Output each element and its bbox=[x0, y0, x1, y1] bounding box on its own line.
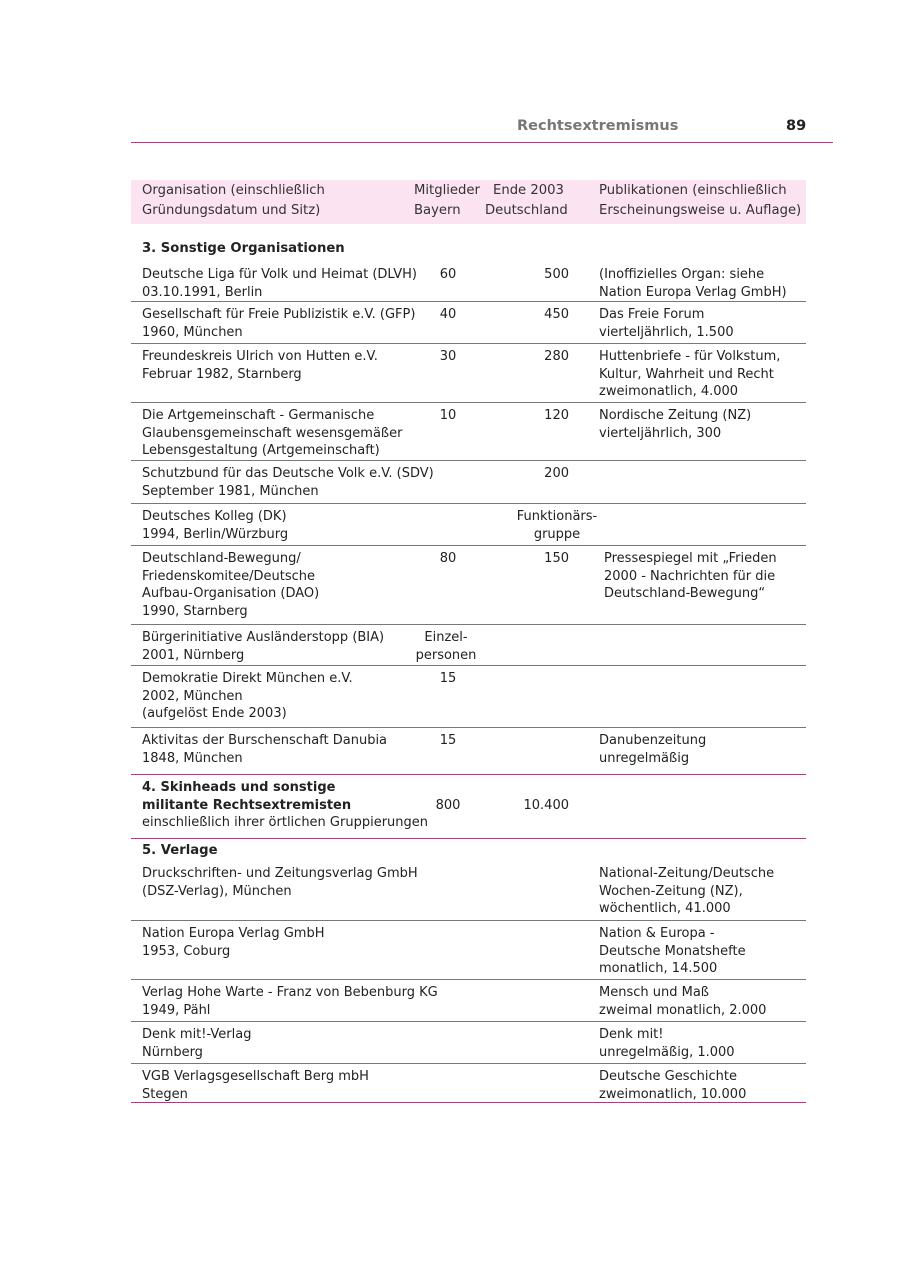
table-row bbox=[131, 666, 806, 728]
table-row bbox=[131, 1064, 806, 1103]
org-cell: Druckschriften- und Zeitungsverlag GmbH (DSZ-Verlag), München bbox=[142, 866, 418, 899]
members-bayern-cell: 30 bbox=[439, 349, 457, 364]
section-subtitle: einschließlich ihrer örtlichen Gruppierungen bbox=[142, 815, 429, 830]
table-row bbox=[131, 504, 806, 546]
org-cell: Gesellschaft für Freie Publizistik e.V. (GFP) 1960, München bbox=[142, 307, 416, 340]
org-cell: Freundeskreis Ulrich von Hutten e.V. Februar 1982, Starnberg bbox=[142, 349, 378, 382]
table-row bbox=[131, 625, 806, 666]
column-org-line2: Gründungsdatum und Sitz) bbox=[142, 203, 321, 218]
column-end-line2: Deutschland bbox=[485, 203, 568, 218]
table-row bbox=[131, 861, 806, 921]
publication-cell: (Inoffizielles Organ: siehe Nation Europa Verlag GmbH) bbox=[599, 267, 787, 300]
table-row bbox=[131, 403, 806, 461]
column-members-line2: Bayern bbox=[414, 203, 461, 218]
section-title: 3. Sonstige Organisationen bbox=[142, 241, 345, 256]
org-cell: Die Artgemeinschaft - Germanische Glaubensgemeinschaft wesensgemäßer Lebensgestaltung (Artgemeinschaft) bbox=[142, 408, 403, 458]
table-row bbox=[131, 546, 806, 625]
members-deutschland-cell: 280 bbox=[544, 349, 569, 364]
members-bayern-cell: Einzel- personen bbox=[415, 630, 477, 663]
members-deutschland-cell: 10.400 bbox=[523, 798, 569, 813]
members-deutschland-cell: 120 bbox=[544, 408, 569, 423]
publication-cell: Danubenzeitung unregelmäßig bbox=[599, 733, 707, 766]
section-title-line2: militante Rechtsextremisten bbox=[142, 797, 352, 813]
org-cell: Deutsches Kolleg (DK) 1994, Berlin/Würzburg bbox=[142, 509, 289, 542]
table-row bbox=[131, 262, 806, 302]
members-deutschland-cell: 450 bbox=[544, 307, 569, 322]
table-row bbox=[131, 980, 806, 1022]
column-members-line1: Mitglieder bbox=[414, 183, 480, 198]
column-org-line1: Organisation (einschließlich bbox=[142, 183, 325, 198]
publication-cell: Pressespiegel mit „Frieden 2000 - Nachrichten für die Deutschland-Bewegung“ bbox=[604, 551, 777, 601]
publication-cell: Deutsche Geschichte zweimonatlich, 10.000 bbox=[599, 1069, 747, 1102]
org-cell: Denk mit!-Verlag Nürnberg bbox=[142, 1027, 252, 1060]
org-cell: Deutschland-Bewegung/ Friedenskomitee/Deutsche Aufbau-Organisation (DAO) 1990, Starnberg bbox=[142, 551, 320, 619]
organisation-table bbox=[131, 180, 806, 1103]
publication-cell: National-Zeitung/Deutsche Wochen-Zeitung (NZ), wöchentlich, 41.000 bbox=[599, 866, 775, 916]
publication-cell: Mensch und Maß zweimal monatlich, 2.000 bbox=[599, 985, 767, 1018]
org-cell: Deutsche Liga für Volk und Heimat (DLVH) 03.10.1991, Berlin bbox=[142, 267, 417, 300]
section-title: 5. Verlage bbox=[142, 843, 218, 858]
table-row bbox=[131, 728, 806, 775]
org-cell: Nation Europa Verlag GmbH 1953, Coburg bbox=[142, 926, 325, 959]
table-row bbox=[131, 344, 806, 403]
section-heading-row bbox=[131, 839, 806, 861]
column-pub-line1: Publikationen (einschließlich bbox=[599, 183, 787, 198]
org-cell: Verlag Hohe Warte - Franz von Bebenburg KG 1949, Pähl bbox=[142, 985, 438, 1018]
org-cell: Schutzbund für das Deutsche Volk e.V. (SDV) September 1981, München bbox=[142, 466, 434, 499]
publication-cell: Denk mit! unregelmäßig, 1.000 bbox=[599, 1027, 735, 1060]
members-deutschland-cell: 150 bbox=[544, 551, 569, 566]
column-end-line1: Ende 2003 bbox=[493, 183, 564, 198]
section-heading-row bbox=[131, 224, 806, 262]
members-bayern-cell: 800 bbox=[435, 798, 461, 813]
org-cell: VGB Verlagsgesellschaft Berg mbH Stegen bbox=[142, 1069, 369, 1102]
publication-cell: Nation & Europa - Deutsche Monatshefte monatlich, 14.500 bbox=[599, 926, 746, 976]
publication-cell: Huttenbriefe - für Volkstum, Kultur, Wahrheit und Recht zweimonatlich, 4.000 bbox=[599, 349, 781, 399]
publication-cell: Nordische Zeitung (NZ) vierteljährlich, 300 bbox=[599, 408, 752, 441]
members-bayern-cell: 60 bbox=[439, 267, 457, 282]
members-deutschland-cell: Funktionärs- gruppe bbox=[516, 509, 598, 542]
section-row-skinheads bbox=[131, 775, 806, 839]
members-bayern-cell: 15 bbox=[439, 671, 457, 686]
org-cell: Aktivitas der Burschenschaft Danubia 1848, München bbox=[142, 733, 388, 766]
members-bayern-cell: 40 bbox=[439, 307, 457, 322]
running-header bbox=[131, 112, 833, 143]
org-cell: Bürgerinitiative Ausländerstopp (BIA) 2001, Nürnberg bbox=[142, 630, 385, 663]
members-deutschland-cell: 500 bbox=[544, 267, 569, 282]
members-deutschland-cell: 200 bbox=[544, 466, 569, 481]
section-title: 4. Skinheads und sonstige bbox=[142, 780, 336, 795]
table-column-header bbox=[131, 180, 806, 224]
table-row bbox=[131, 921, 806, 980]
table-row bbox=[131, 1022, 806, 1064]
members-bayern-cell: 15 bbox=[439, 733, 457, 748]
org-cell: Demokratie Direkt München e.V. 2002, München (aufgelöst Ende 2003) bbox=[142, 671, 353, 721]
table-row bbox=[131, 302, 806, 344]
table-row bbox=[131, 461, 806, 504]
members-bayern-cell: 10 bbox=[439, 408, 457, 423]
column-pub-line2: Erscheinungsweise u. Auflage) bbox=[599, 203, 802, 218]
header-title: Rechtsextremismus bbox=[517, 118, 679, 134]
members-bayern-cell: 80 bbox=[439, 551, 457, 566]
publication-cell: Das Freie Forum vierteljährlich, 1.500 bbox=[599, 307, 734, 340]
page-number: 89 bbox=[786, 118, 807, 134]
